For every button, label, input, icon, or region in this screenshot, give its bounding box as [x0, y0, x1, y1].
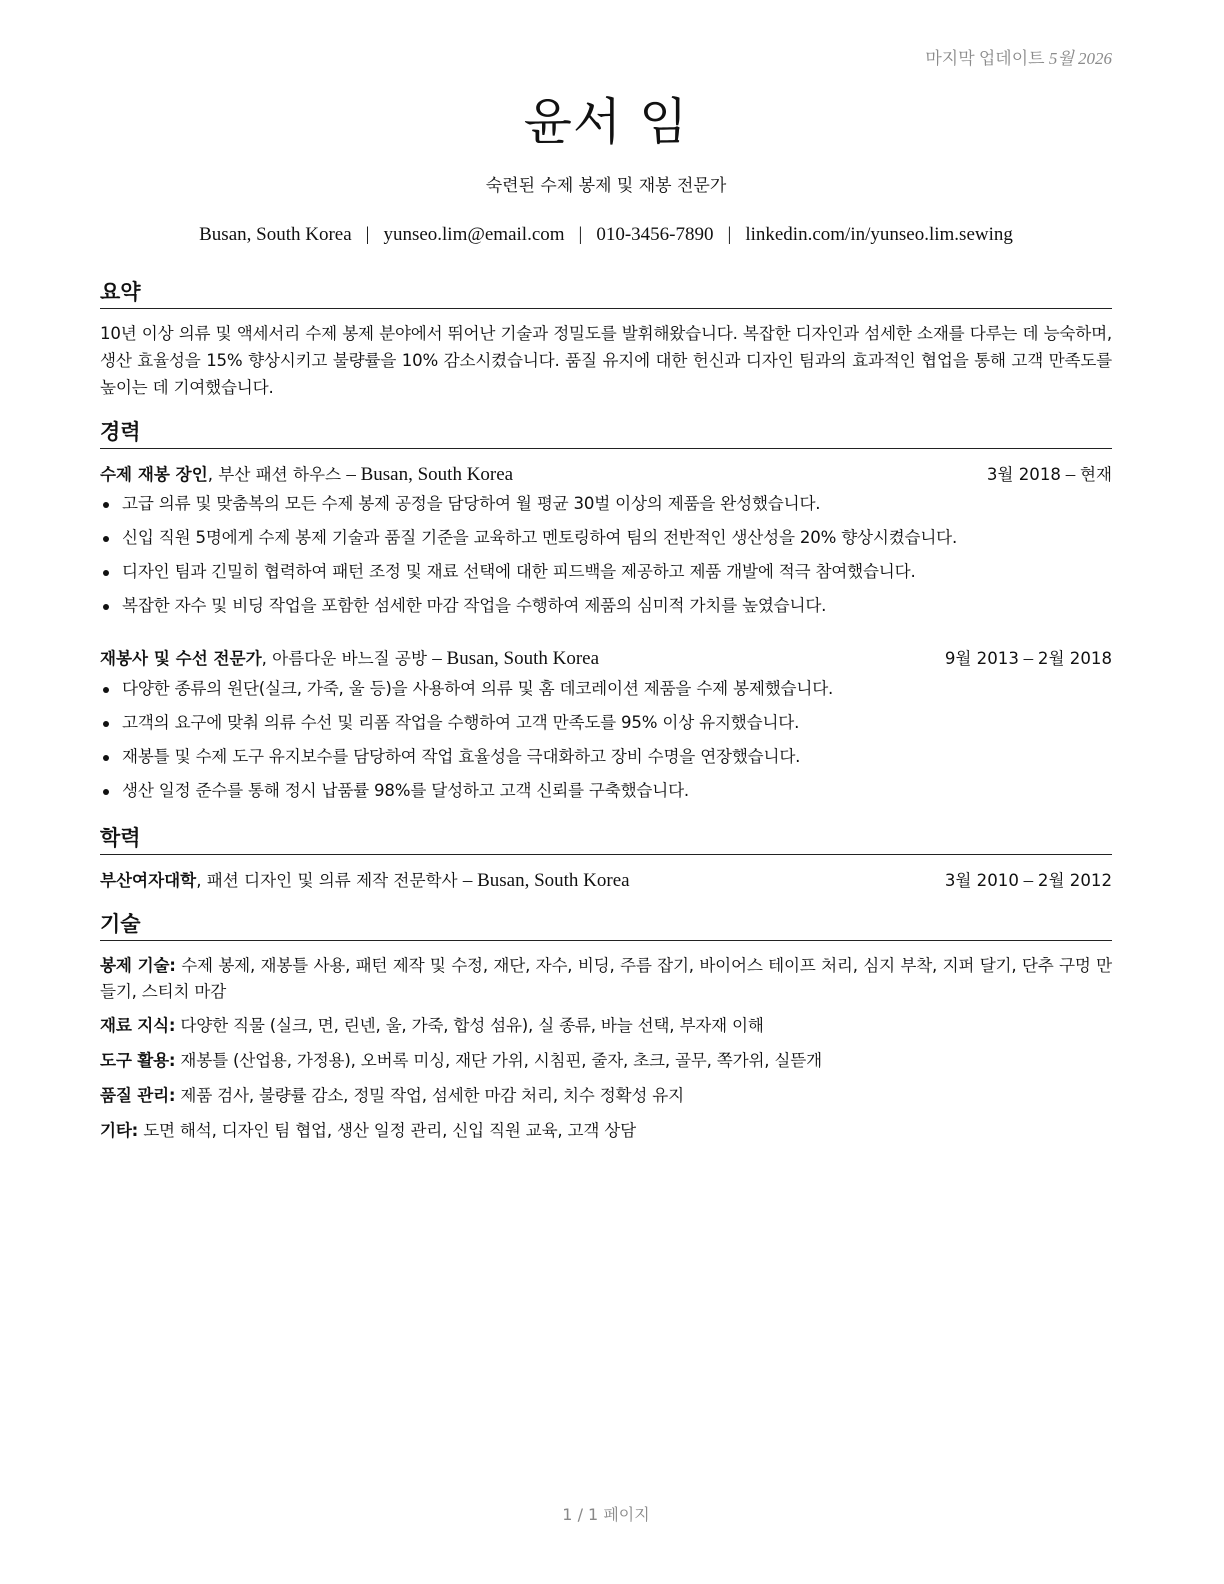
education-start: 3월 2010 — [944, 871, 1019, 890]
contact-separator: | — [365, 224, 370, 245]
job-header: 재봉사 및 수선 전문가, 아름다운 바느질 공방 – Busan, South Korea 9월 2013 – 2월 2018 — [100, 645, 1112, 670]
skill-item — [100, 1013, 1112, 1039]
skill-text: 수제 봉제, 재봉틀 사용, 패턴 제작 및 수정, 재단, 자수, 비딩, 주름 잡기, 바이어스 테이프 처리, 심지 부착, 지퍼 달기, 단추 구멍 만들기, 스티치 마감 — [100, 956, 1112, 1001]
job-role: 재봉사 및 수선 전문가 — [100, 649, 262, 668]
section-title-summary: 요약 — [100, 276, 1112, 309]
job-bullets — [100, 492, 1112, 628]
skill-text: 도면 해석, 디자인 팀 협업, 생산 일정 관리, 신입 직원 교육, 고객 상담 — [143, 1121, 636, 1140]
summary-text: 10년 이상 의류 및 액세서리 수제 봉제 분야에서 뛰어난 기술과 정밀도를 발휘해왔습니다. 복잡한 디자인과 섬세한 소재를 다루는 데 능숙하며, 생산 효율성을 15% 향상시키고 불량률을 10% 감소시켰습니다. 품질 유지에 대한 헌신과 디자인 팀과의 효과적인 협업을 통해 고객 만족도를 높이는 데 기여했습니다. — [100, 324, 1112, 397]
section-title-experience: 경력 — [100, 416, 1112, 449]
person-headline: 숙련된 수제 봉제 및 재봉 전문가 — [485, 176, 727, 196]
job-start: 9월 2013 — [944, 649, 1019, 668]
section-title-skills: 기술 — [100, 908, 1112, 941]
last-updated-label: 마지막 업데이트 — [925, 49, 1045, 68]
skill-text: 재봉틀 (산업용, 가정용), 오버록 미싱, 재단 가위, 시침핀, 줄자, 초크, 골무, 쪽가위, 실뜯개 — [180, 1051, 822, 1070]
job-header: 수제 재봉 장인, 부산 패션 하우스 – Busan, South Korea 3월 2018 – 현재 — [100, 461, 1112, 486]
job-role: 수제 재봉 장인 — [100, 465, 208, 484]
job-start: 3월 2018 — [986, 465, 1061, 484]
skill-item — [100, 1118, 1112, 1144]
list-item: 신입 직원 5명에게 수제 봉제 기술과 품질 기준을 교육하고 멘토링하여 팀의 전반적인 생산성을 20% 향상시켰습니다. — [100, 526, 1112, 560]
job-bullets — [100, 677, 1112, 813]
skill-label: 재료 지식: — [100, 1016, 176, 1035]
education-dates: 3월 2010 – 2월 2012 — [944, 870, 1112, 891]
contact-location: Busan, South Korea — [199, 224, 352, 245]
list-item: 고급 의류 및 맞춤복의 모든 수제 봉제 공정을 담당하여 월 평균 30벌 이상의 제품을 완성했습니다. — [100, 492, 1112, 526]
education-end: 2월 2012 — [1037, 871, 1112, 890]
job-org: 아름다운 바느질 공방 — [272, 649, 427, 668]
resume-page — [100, 0, 1112, 1584]
education-location: Busan, South Korea — [477, 870, 630, 891]
page-number: 1 / 1 — [562, 1505, 599, 1524]
last-updated — [925, 44, 1112, 69]
job-location: Busan, South Korea — [360, 464, 514, 485]
contact-line — [100, 224, 1112, 246]
contact-separator: | — [578, 224, 583, 245]
contact-phone[interactable]: 010-3456-7890 — [596, 224, 714, 245]
contact-separator: | — [727, 224, 732, 245]
education-school: 부산여자대학 — [100, 871, 197, 890]
job-location: Busan, South Korea — [446, 648, 600, 669]
job-org: 부산 패션 하우스 — [218, 465, 342, 484]
skill-text: 제품 검사, 불량률 감소, 정밀 작업, 섬세한 마감 처리, 치수 정확성 유지 — [180, 1086, 684, 1105]
page-footer — [100, 1502, 1112, 1525]
skill-item — [100, 1048, 1112, 1074]
education-degree: 패션 디자인 및 의류 제작 전문학사 — [206, 871, 458, 890]
skill-text: 다양한 직물 (실크, 면, 린넨, 울, 가죽, 합성 섬유), 실 종류, 바늘 선택, 부자재 이해 — [180, 1016, 764, 1035]
skill-label: 봉제 기술: — [100, 956, 176, 975]
page-label: 페이지 — [603, 1505, 650, 1524]
contact-linkedin[interactable]: linkedin.com/in/yunseo.lim.sewing — [745, 224, 1013, 245]
last-updated-date: 5월 2026 — [1048, 49, 1112, 68]
list-item: 고객의 요구에 맞춰 의류 수선 및 리폼 작업을 수행하여 고객 만족도를 95% 이상 유지했습니다. — [100, 711, 1112, 745]
education-entry: 부산여자대학, 패션 디자인 및 의류 제작 전문학사 – Busan, South Korea 3월 2010 – 2월 2012 — [100, 867, 1112, 892]
job-end: 2월 2018 — [1037, 649, 1112, 668]
list-item: 재봉틀 및 수제 도구 유지보수를 담당하여 작업 효율성을 극대화하고 장비 수명을 연장했습니다. — [100, 745, 1112, 779]
list-item: 복잡한 자수 및 비딩 작업을 포함한 섬세한 마감 작업을 수행하여 제품의 심미적 가치를 높였습니다. — [100, 594, 1112, 628]
person-name: 윤서 임 — [523, 93, 689, 151]
skill-item — [100, 953, 1112, 1005]
contact-email[interactable]: yunseo.lim@email.com — [383, 224, 565, 245]
skill-label: 도구 활용: — [100, 1051, 176, 1070]
list-item: 생산 일정 준수를 통해 정시 납품률 98%를 달성하고 고객 신뢰를 구축했습니다. — [100, 779, 1112, 813]
job-dates: 3월 2018 – 현재 — [986, 464, 1112, 485]
section-title-education: 학력 — [100, 822, 1112, 855]
skill-label: 기타: — [100, 1121, 139, 1140]
job-dates: 9월 2013 – 2월 2018 — [944, 648, 1112, 669]
skill-item — [100, 1083, 1112, 1109]
skill-label: 품질 관리: — [100, 1086, 176, 1105]
list-item: 다양한 종류의 원단(실크, 가죽, 울 등)을 사용하여 의류 및 홈 데코레이션 제품을 수제 봉제했습니다. — [100, 677, 1112, 711]
list-item: 디자인 팀과 긴밀히 협력하여 패턴 조정 및 재료 선택에 대한 피드백을 제공하고 제품 개발에 적극 참여했습니다. — [100, 560, 1112, 594]
job-end: 현재 — [1079, 465, 1112, 484]
